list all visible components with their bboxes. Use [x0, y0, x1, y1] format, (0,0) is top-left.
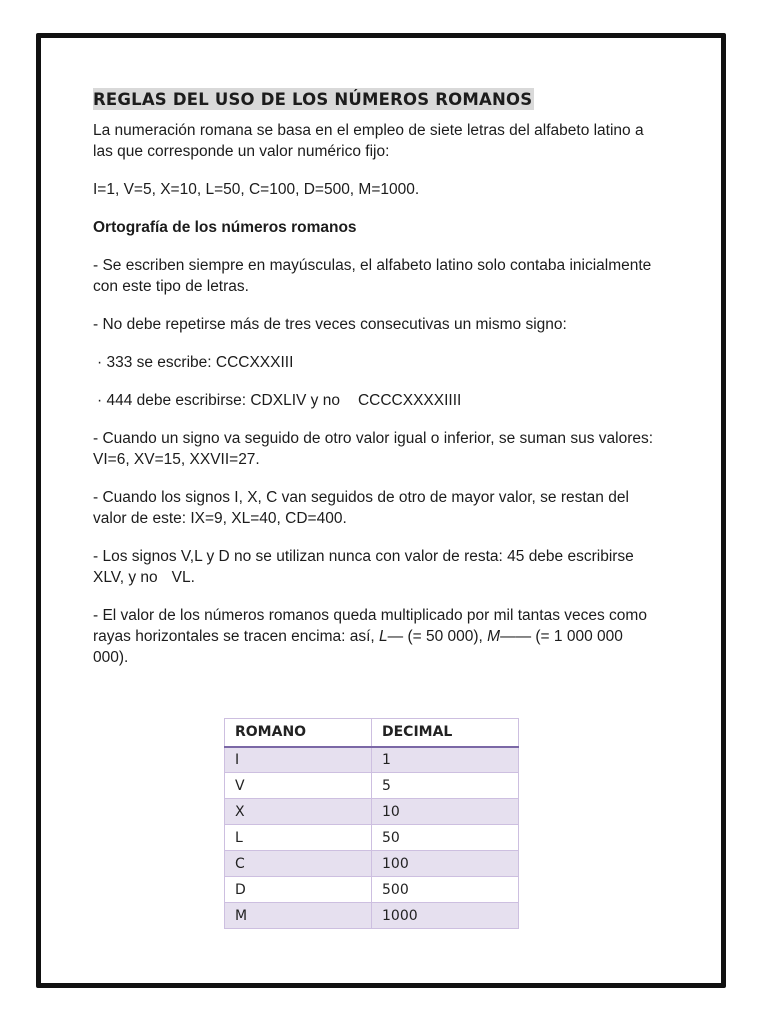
- table-cell-roman: I: [225, 747, 372, 773]
- subheading: Ortografía de los números romanos: [93, 219, 357, 236]
- rule-no-subtract-wrong: VL.: [171, 569, 195, 586]
- table-cell-decimal: 100: [372, 851, 519, 877]
- table-cell-roman: X: [225, 799, 372, 825]
- table-cell-roman: L: [225, 825, 372, 851]
- rule-multiply-L-value: — (= 50 000),: [387, 628, 483, 645]
- rule-multiply-L: L: [379, 628, 388, 645]
- table-cell-roman: M: [225, 903, 372, 929]
- intro-paragraph: La numeración romana se basa en el empleo de siete letras del alfabeto latino a las que corresponde un valor numérico fijo:: [93, 122, 644, 160]
- table-row: [225, 825, 519, 851]
- example-444-text: · 444 debe escribirse: CDXLIV y no: [97, 392, 340, 409]
- header-decimal: DECIMAL: [372, 719, 519, 747]
- table-row: [225, 773, 519, 799]
- table-cell-roman: V: [225, 773, 372, 799]
- roman-table-wrapper: [224, 718, 519, 929]
- rule-multiply-M: M: [487, 628, 501, 645]
- table-row: [225, 903, 519, 929]
- table-row: [225, 747, 519, 773]
- rule-sum: - Cuando un signo va seguido de otro valor igual o inferior, se suman sus valores: VI=6, XV=15, XXVII=27.: [93, 430, 654, 468]
- table-cell-decimal: 1: [372, 747, 519, 773]
- table-cell-decimal: 50: [372, 825, 519, 851]
- rule-no-subtract-text: - Los signos V,L y D no se utilizan nunca con valor de resta: 45 debe escribirse XLV, y no: [93, 548, 634, 586]
- document-title: REGLAS DEL USO DE LOS NÚMEROS ROMANOS: [93, 90, 533, 109]
- table-header-row: [225, 719, 519, 747]
- table-cell-decimal: 5: [372, 773, 519, 799]
- roman-numeral-table: [224, 718, 519, 929]
- example-333: · 333 se escribe: CCCXXXIII: [97, 354, 294, 371]
- table-cell-roman: D: [225, 877, 372, 903]
- header-romano: ROMANO: [225, 719, 372, 747]
- rule-no-subtract: [93, 546, 658, 588]
- values-line: I=1, V=5, X=10, L=50, C=100, D=500, M=1000.: [93, 181, 420, 198]
- rule-uppercase: - Se escriben siempre en mayúsculas, el alfabeto latino solo contaba inicialmente con este tipo de letras.: [93, 257, 652, 295]
- table-cell-decimal: 500: [372, 877, 519, 903]
- table-cell-roman: C: [225, 851, 372, 877]
- table-cell-decimal: 10: [372, 799, 519, 825]
- rule-multiply-text: - El valor de los números romanos queda multiplicado por mil tantas veces como rayas horizontales se tracen encima: así,: [93, 607, 647, 645]
- rule-multiply: [93, 605, 658, 668]
- rule-repeat: - No debe repetirse más de tres veces consecutivas un mismo signo:: [93, 316, 567, 333]
- rule-multiply-M-value: —— (= 1 000 000 000).: [93, 628, 623, 666]
- table-row: [225, 877, 519, 903]
- table-cell-decimal: 1000: [372, 903, 519, 929]
- document-body: [93, 88, 658, 685]
- example-444: [93, 390, 658, 411]
- example-444-wrong: CCCCXXXXIIII: [357, 392, 462, 409]
- table-row: [225, 851, 519, 877]
- rule-subtract: - Cuando los signos I, X, C van seguidos de otro de mayor valor, se restan del valor de este: IX=9, XL=40, CD=400.: [93, 489, 629, 527]
- table-row: [225, 799, 519, 825]
